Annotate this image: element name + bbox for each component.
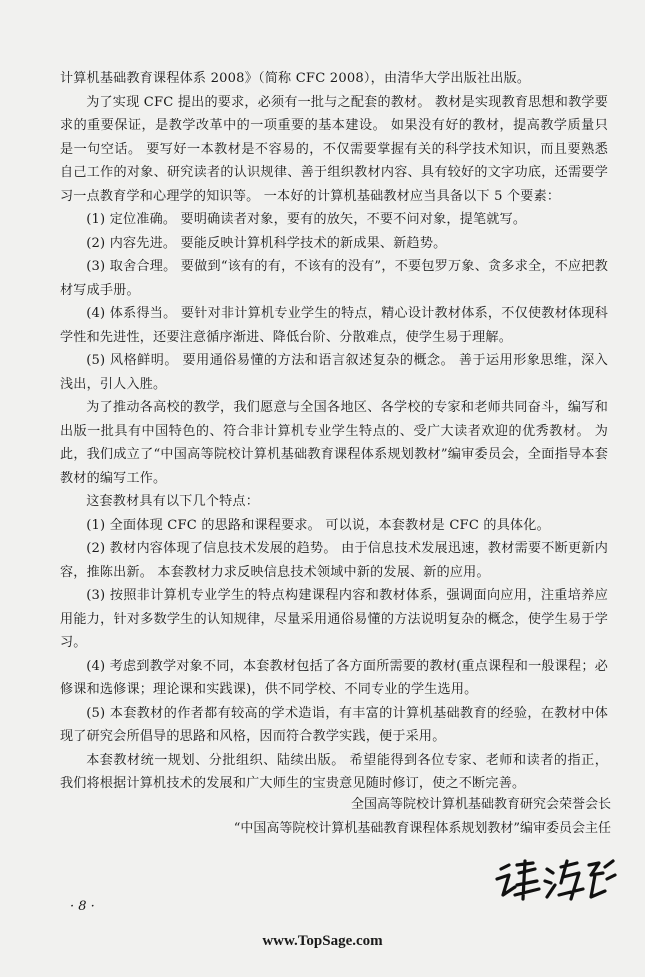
list-item: (1) 定位准确。 要明确读者对象，要有的放矢，不要不问对象，提笔就写。 bbox=[86, 212, 527, 227]
paragraph-features-heading: 这套教材具有以下几个特点： bbox=[86, 494, 260, 509]
list-item: (2) 内容先进。 要能反映计算机科学技术的新成果、新趋势。 bbox=[86, 235, 447, 251]
list-item: (4) 考虑到教学对象不同，本套教材包括了各方面所需要的教材(重点课程和一般课程；必修课和选修课；理论课和实践课)，供不同学校、不同专业的学生选用。 bbox=[60, 658, 608, 697]
list-item: (5) 风格鲜明。 要用通俗易懂的方法和语言叙述复杂的概念。 善于运用形象思维，深入浅出，引人入胜。 bbox=[60, 353, 608, 392]
body-text bbox=[60, 67, 608, 796]
signature-block bbox=[234, 793, 611, 841]
list-item: (1) 全面体现 CFC 的思路和课程要求。 可以说，本套教材是 CFC 的具体化。 bbox=[86, 517, 550, 533]
paragraph-closing: 本套教材统一规划、分批组织、陆续出版。 希望能得到各位专家、老师和读者的指正，我们将根据计算机技术的发展和广大师生的宝贵意见随时修订，使之不断完善。 bbox=[60, 752, 608, 791]
handwritten-signature bbox=[487, 855, 617, 905]
signature-title-2: “中国高等院校计算机基础教育课程体系规划教材”编审委员会主任 bbox=[233, 821, 611, 836]
list-item: (3) 按照非计算机专业学生的特点构建课程内容和教材体系，强调面向应用，注重培养应用能力，针对多数学生的认知规律，尽量采用通俗易懂的方法说明复杂的概念，使学生易于学习。 bbox=[60, 588, 608, 650]
paragraph-intro: 为了实现 CFC 提出的要求，必须有一批与之配套的教材。 教材是实现教育思想和教学要求的重要保证，是教学改革中的一项重要的基本建设。 如果没有好的教材，提高教学质量只是一句空话。 要写好一本教材是不容易的，不仅需要掌握有关的科学技术知识，而且要熟悉自己工作的对象、研究读者的认识规律、善于组织教材内容、具有较好的文字功底，还需要学习一点教育学和心理学的知识等。 一本好的计算机基础教材应当具备以下 5 个要素： bbox=[60, 94, 608, 204]
footer-url: www.TopSage.com bbox=[262, 933, 383, 949]
paragraph-continuation: 计算机基础教育课程体系 2008》（简称 CFC 2008），由清华大学出版社出版。 bbox=[60, 71, 531, 86]
list-item: (5) 本套教材的作者都有较高的学术造诣，有丰富的计算机基础教育的经验，在教材中体现了研究会所倡导的思路和风格，因而符合教学实践，便于采用。 bbox=[60, 705, 608, 744]
paragraph-motivation: 为了推动各高校的教学，我们愿意与全国各地区、各学校的专家和老师共同奋斗，编写和出版一批具有中国特色的、符合非计算机专业学生特点的、受广大读者欢迎的优秀教材。 为此，我们成立了“中国高等院校计算机基础教育课程体系规划教材”编审委员会，全面指导本套教材的编写工作。 bbox=[60, 400, 608, 486]
list-item: (2) 教材内容体现了信息技术发展的趋势。 由于信息技术发展迅速，教材需要不断更新内容，推陈出新。 本套教材力求反映信息技术领域中新的发展、新的应用。 bbox=[60, 541, 608, 580]
page-number: · 8 · bbox=[70, 899, 95, 914]
list-item: (3) 取舍合理。 要做到“该有的有，不该有的没有”，不要包罗万象、贪多求全，不应把教材写成手册。 bbox=[60, 259, 608, 298]
signature-title-1: 全国高等院校计算机基础教育研究会荣誉会长 bbox=[350, 797, 611, 812]
list-item: (4) 体系得当。 要针对非计算机专业学生的特点，精心设计教材体系，不仅使教材体现科学性和先进性，还要注意循序渐进、降低台阶、分散难点，使学生易于理解。 bbox=[60, 306, 608, 345]
